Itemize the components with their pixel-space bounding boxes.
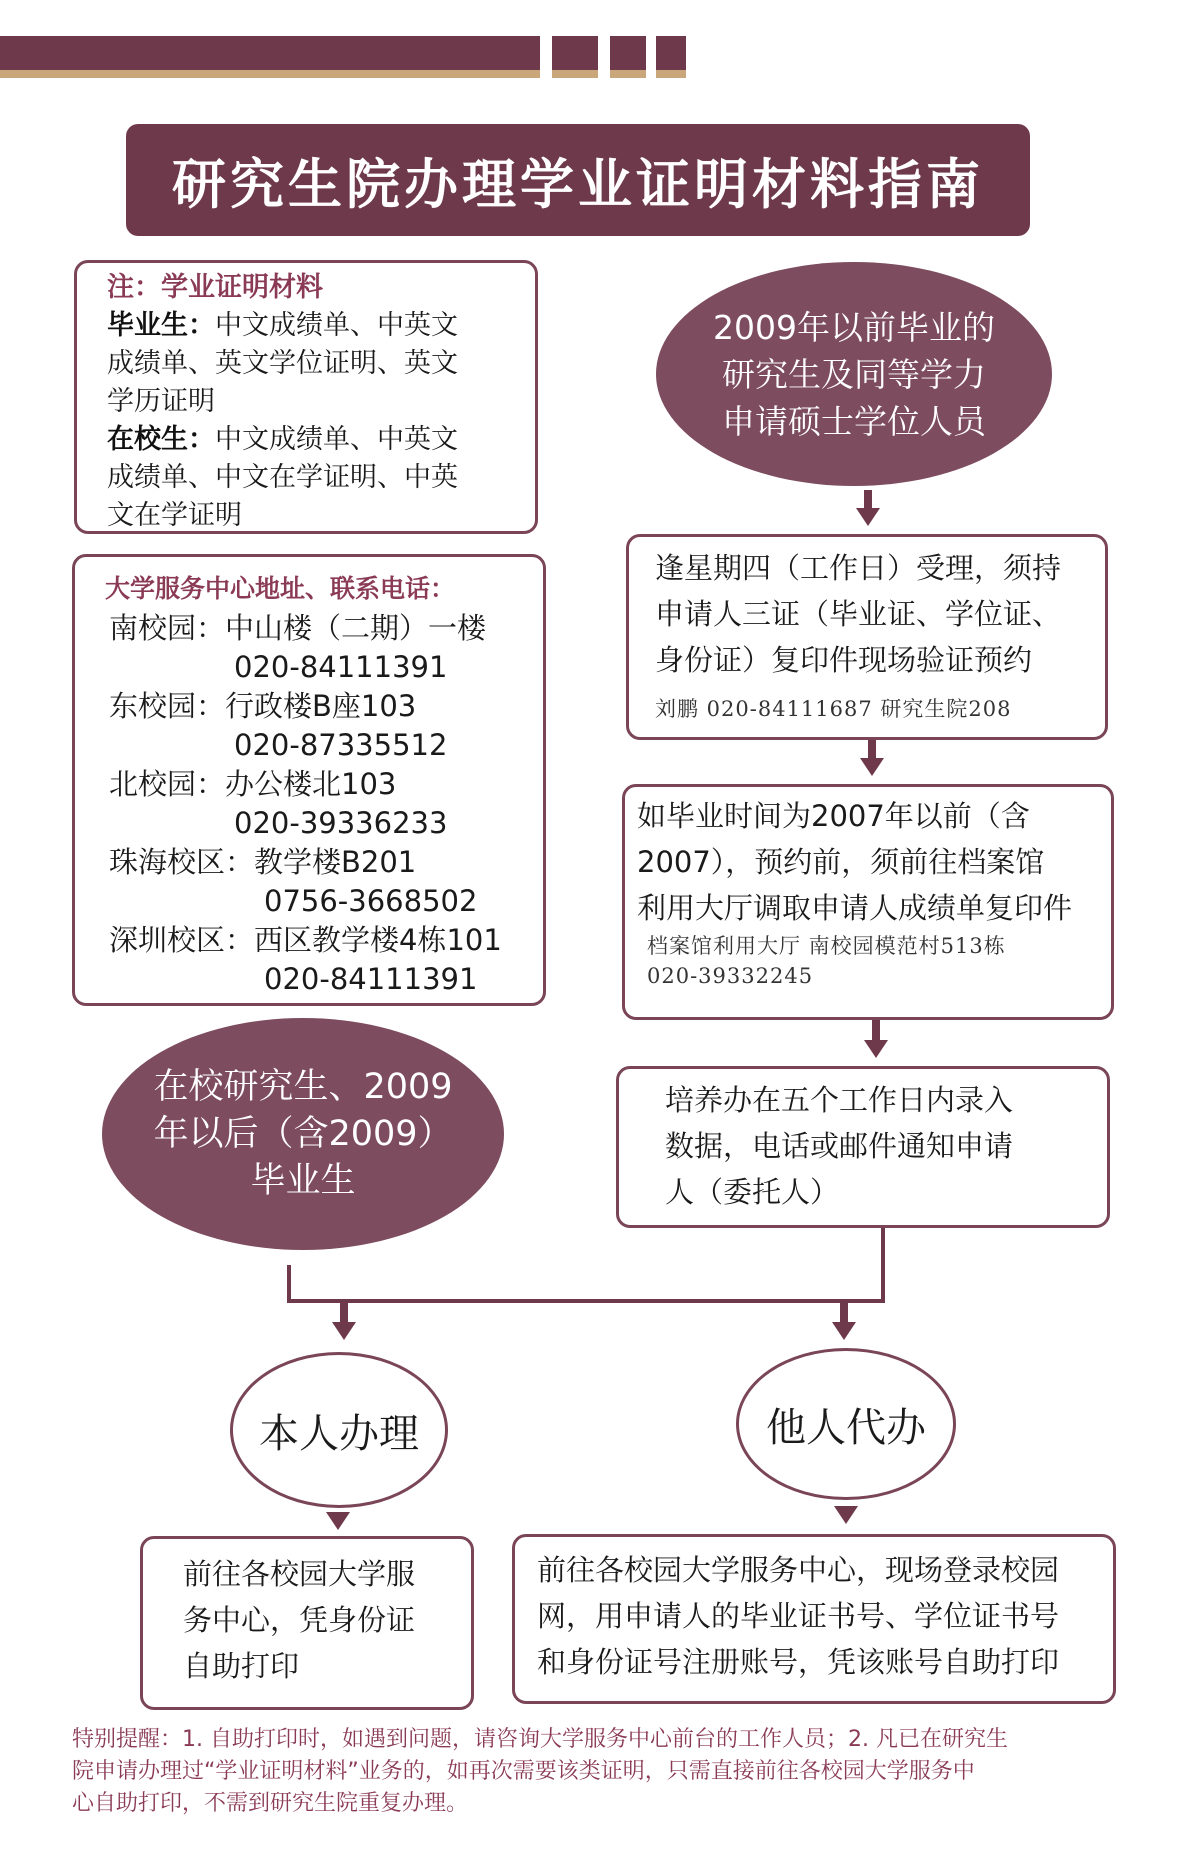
connector-left — [287, 1265, 291, 1303]
current-line: 年以后（含2009） — [153, 1113, 453, 1154]
reminder-line: 院申请办理过“学业证明材料”业务的，如再次需要该类证明，只需直接前往各校园大学服务中 — [72, 1759, 975, 1784]
graduate-label: 毕业生： — [107, 310, 215, 341]
step3-line: 培养办在五个工作日内录入 — [665, 1083, 1014, 1117]
top-stripe-accent — [0, 70, 540, 78]
connector-horizontal — [287, 1299, 885, 1303]
campus-address: 教学楼B201 — [254, 845, 417, 879]
current-line: 毕业生 — [250, 1160, 356, 1201]
top-stripe — [0, 36, 540, 70]
reminder-line: 特别提醒：1. 自助打印时，如遇到问题，请咨询大学服务中心前台的工作人员；2. 凡已在研究生 — [72, 1727, 1008, 1752]
self-handle-circle — [230, 1352, 448, 1508]
campus-name: 深圳校区： — [109, 923, 255, 957]
note-box — [74, 260, 538, 534]
pre-2009-line: 研究生及同等学力 — [721, 354, 986, 394]
connector-right — [881, 1228, 885, 1303]
page-title: 研究生院办理学业证明材料指南 — [172, 152, 984, 216]
proxy-line: 前往各校园大学服务中心，现场登录校园 — [537, 1553, 1060, 1587]
step3-line: 人（委托人） — [665, 1175, 840, 1209]
note-heading: 注：学业证明材料 — [107, 272, 323, 303]
step2-line: 利用大厅调取申请人成绩单复印件 — [637, 891, 1073, 925]
flow-arrow-head — [860, 758, 884, 776]
current-post-2009-ellipse — [102, 1018, 504, 1250]
service-heading: 大学服务中心地址、联系电话： — [105, 574, 456, 603]
flow-arrow-head — [326, 1512, 350, 1530]
top-square — [656, 36, 686, 70]
self-line: 自助打印 — [183, 1649, 300, 1683]
title-banner — [126, 124, 1030, 236]
campus-name: 南校园： — [109, 611, 226, 645]
graduate-line: 学历证明 — [107, 386, 215, 417]
special-reminder — [72, 1724, 1152, 1820]
top-square-accent — [656, 70, 686, 78]
self-line: 务中心，凭身份证 — [183, 1603, 416, 1637]
flow-arrow-stem — [864, 490, 872, 510]
flow-arrow-head — [832, 1322, 856, 1340]
proxy-handle-label: 他人代办 — [766, 1404, 926, 1451]
campus-phone: 020-39336233 — [234, 806, 448, 840]
flow-arrow-head — [856, 508, 880, 526]
campus-phone: 020-84111391 — [234, 650, 448, 684]
flow-arrow-head — [332, 1322, 356, 1340]
campus-name: 珠海校区： — [109, 845, 255, 879]
graduate-line: 成绩单、英文学位证明、英文 — [107, 348, 458, 379]
pre-2009-ellipse — [656, 262, 1052, 486]
proxy-handle-circle — [736, 1348, 956, 1500]
campus-address: 西区教学楼4栋101 — [254, 923, 502, 957]
student-line: 文在学证明 — [107, 500, 242, 531]
flow-arrow-head — [864, 1040, 888, 1058]
top-square-accent — [552, 70, 598, 78]
proxy-line: 网，用申请人的毕业证书号、学位证书号 — [537, 1599, 1060, 1633]
proxy-line: 和身份证号注册账号，凭该账号自助打印 — [537, 1645, 1060, 1679]
top-square — [552, 36, 598, 70]
flow-arrow-head — [834, 1506, 858, 1524]
step1-line: 申请人三证（毕业证、学位证、 — [655, 597, 1062, 631]
step2-line: 2007），预约前，须前往档案馆 — [637, 845, 1045, 879]
self-handle-label: 本人办理 — [259, 1410, 419, 1457]
campus-name: 东校园： — [109, 689, 226, 723]
step1-contact: 刘鹏 020-84111687 研究生院208 — [655, 697, 1012, 721]
step1-line: 逢星期四（工作日）受理，须持 — [655, 551, 1062, 585]
student-line: 成绩单、中文在学证明、中英 — [107, 462, 458, 493]
step3-line: 数据，电话或邮件通知申请 — [665, 1129, 1014, 1163]
campus-address: 办公楼北103 — [225, 767, 397, 801]
flow-arrow-stem — [868, 740, 876, 760]
student-line: 中文成绩单、中英文 — [215, 424, 458, 455]
campus-name: 北校园： — [109, 767, 226, 801]
campus-phone: 020-84111391 — [264, 962, 478, 996]
step2-contact: 档案馆利用大厅 南校园模范村513栋 — [647, 934, 1006, 958]
graduate-line: 中文成绩单、中英文 — [215, 310, 458, 341]
self-line: 前往各校园大学服 — [183, 1557, 416, 1591]
campus-phone: 0756-3668502 — [264, 884, 478, 918]
top-square-accent — [610, 70, 646, 78]
student-label: 在校生： — [107, 424, 215, 455]
step1-line: 身份证）复印件现场验证预约 — [655, 643, 1033, 677]
campus-address: 行政楼B座103 — [225, 689, 417, 723]
reminder-line: 心自助打印，不需到研究生院重复办理。 — [72, 1791, 469, 1816]
current-line: 在校研究生、2009 — [153, 1066, 453, 1107]
step2-line: 如毕业时间为2007年以前（含 — [637, 799, 1030, 833]
pre-2009-line: 2009年以前毕业的 — [713, 307, 995, 347]
service-center-box — [72, 554, 546, 1006]
self-handle-box — [140, 1536, 474, 1710]
flow-arrow-stem — [872, 1020, 880, 1042]
campus-address: 中山楼（二期）一楼 — [225, 611, 487, 645]
campus-phone: 020-87335512 — [234, 728, 448, 762]
step2-contact: 020-39332245 — [647, 964, 814, 988]
step-verify-appointment — [626, 534, 1108, 740]
step-archive-transcript — [622, 784, 1114, 1020]
proxy-handle-box — [512, 1534, 1116, 1704]
pre-2009-line: 申请硕士学位人员 — [721, 401, 986, 441]
top-square — [610, 36, 646, 70]
step-data-entry-notify — [616, 1066, 1110, 1228]
